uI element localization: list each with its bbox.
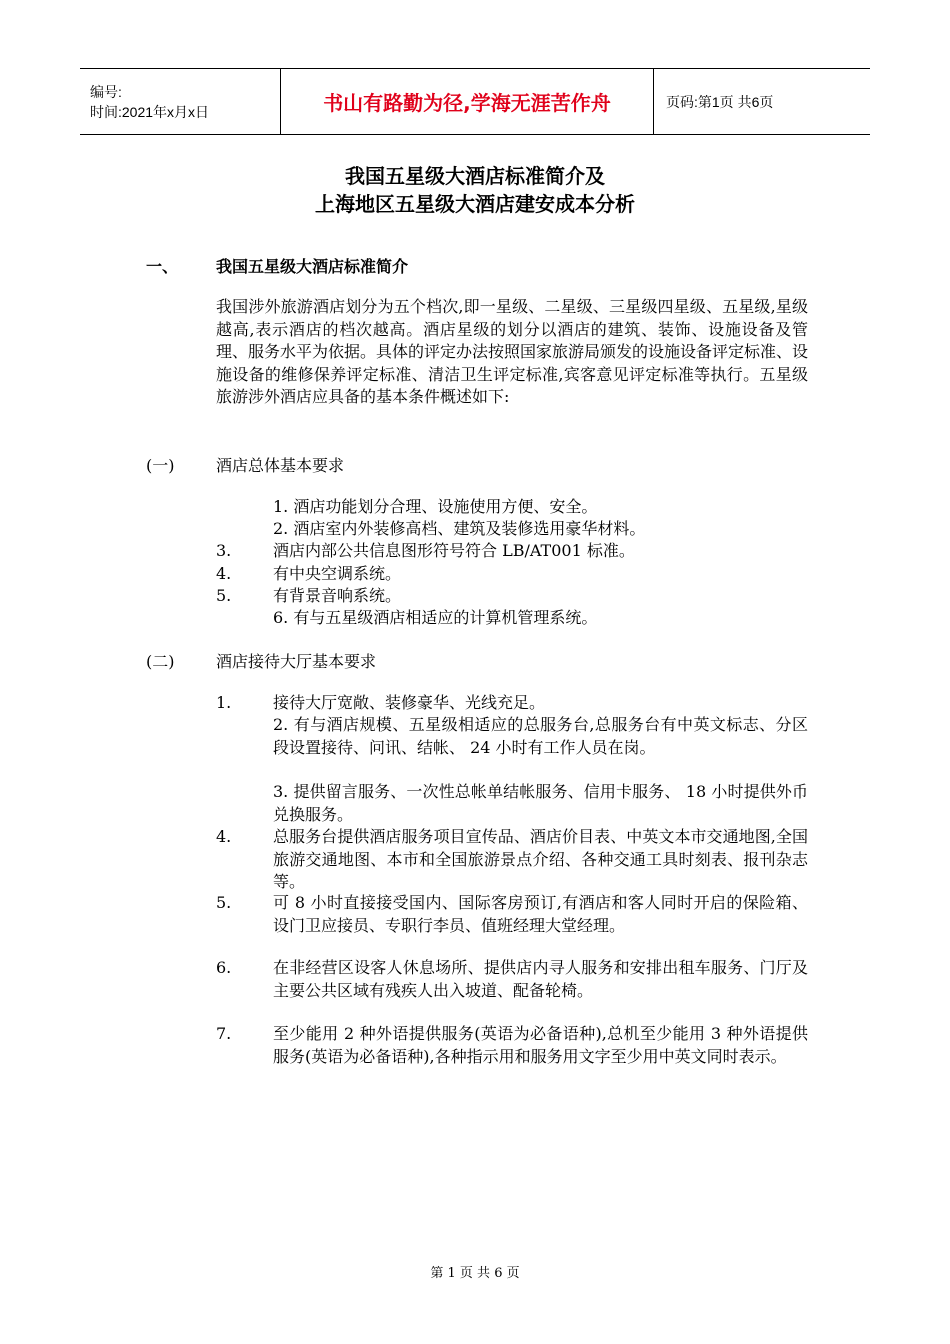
header-meta xyxy=(80,69,281,134)
sub2-item-number: 1. xyxy=(216,693,232,712)
sub2-item: 至少能用 2 种外语提供服务(英语为必备语种),总机至少能用 3 种外语提供服务(英语为必备语种),各种指示用和服务用文字至少用中英文同时表示。 xyxy=(273,1024,808,1066)
sub2-item: 可 8 小时直接接受国内、国际客房预订,有酒店和客人同时开启的保险箱、设门卫应接员、专职行李员、值班经理大堂经理。 xyxy=(273,893,808,935)
sub1-item: 有中央空调系统。 xyxy=(273,564,402,583)
sub1-item-number: 4. xyxy=(216,564,232,583)
document-time-label: 时间:2021年x月x日 xyxy=(90,103,210,120)
document-title-line1: 我国五星级大酒店标准简介及 xyxy=(345,164,605,188)
sub2-item-number: 6. xyxy=(216,958,232,977)
page-number-label: 页码:第1页 共6页 xyxy=(666,93,774,110)
header-page xyxy=(654,69,870,134)
section1-marker: 一、 xyxy=(146,257,179,276)
sub2-item: 3. 提供留言服务、一次性总帐单结帐服务、信用卡服务、 18 小时提供外币兑换服务。 xyxy=(273,782,808,824)
sub2-item: 总服务台提供酒店服务项目宣传品、酒店价目表、中英文本市交通地图,全国旅游交通地图、本市和全国旅游景点介绍、各种交通工具时刻表、报刊杂志等。 xyxy=(273,827,808,891)
sub1-item: 1. 酒店功能划分合理、设施使用方便、安全。 xyxy=(273,497,598,516)
sub1-item: 有背景音响系统。 xyxy=(273,586,402,605)
sub1-item: 酒店内部公共信息图形符号符合 LB/AT001 标准。 xyxy=(273,541,635,560)
motto-text: 书山有路勤为径,学海无涯苦作舟 xyxy=(323,91,611,115)
sub1-marker: (一) xyxy=(146,456,175,475)
section1-intro: 我国涉外旅游酒店划分为五个档次,即一星级、二星级、三星级四星级、五星级,星级越高,表示酒店的档次越高。酒店星级的划分以酒店的建筑、装饰、设施设备及管理、服务水平为依据。具体的评定办法按照国家旅游局颁发的设施设备评定标准、设施设备的维修保养评定标准、清洁卫生评定标准,宾客意见评定标准等执行。五星级旅游涉外酒店应具备的基本条件概述如下: xyxy=(216,297,809,407)
header-motto xyxy=(281,69,654,134)
section1-heading: 我国五星级大酒店标准简介 xyxy=(216,257,409,276)
sub1-item: 2. 酒店室内外装修高档、建筑及装修选用豪华材料。 xyxy=(273,519,646,538)
sub2-item-number: 5. xyxy=(216,893,232,912)
sub1-item: 6. 有与五星级酒店相适应的计算机管理系统。 xyxy=(273,608,598,627)
document-number-label: 编号: xyxy=(90,83,122,100)
sub2-item: 在非经营区设客人休息场所、提供店内寻人服务和安排出租车服务、门厅及主要公共区域有残疾人出入坡道、配备轮椅。 xyxy=(273,958,808,1000)
sub2-item-number: 4. xyxy=(216,827,232,846)
sub2-item-number: 7. xyxy=(216,1024,232,1043)
sub1-item-number: 3. xyxy=(216,541,232,560)
sub2-item: 接待大厅宽敞、装修豪华、光线充足。 xyxy=(273,693,546,712)
sub1-item-number: 5. xyxy=(216,586,232,605)
sub1-heading: 酒店总体基本要求 xyxy=(216,456,345,475)
page-footer: 第 1 页 共 6 页 xyxy=(430,1266,520,1281)
sub2-item: 2. 有与酒店规模、五星级相适应的总服务台,总服务台有中英文标志、分区段设置接待、问讯、结帐、 24 小时有工作人员在岗。 xyxy=(273,715,808,757)
sub2-heading: 酒店接待大厅基本要求 xyxy=(216,652,377,671)
document-title-line2: 上海地区五星级大酒店建安成本分析 xyxy=(315,192,635,216)
sub2-marker: (二) xyxy=(146,652,175,671)
header-table xyxy=(80,68,870,135)
